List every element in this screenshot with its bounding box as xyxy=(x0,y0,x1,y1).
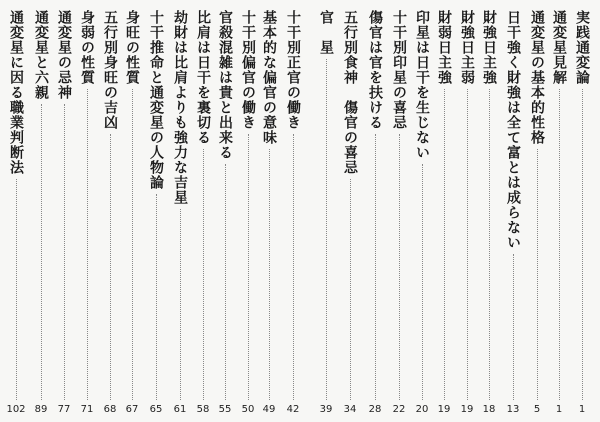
toc-entry-title: 官 星 xyxy=(318,10,334,55)
toc-entry xyxy=(77,10,97,416)
toc-entry-title: 財強日主強 xyxy=(481,10,497,85)
toc-entry xyxy=(479,10,499,416)
toc-entry-title: 十干別偏官の働き xyxy=(240,10,256,130)
leader-dots xyxy=(225,164,226,400)
toc-entry-page: 1 xyxy=(578,404,586,415)
toc-entry-page: 39 xyxy=(319,404,333,415)
leader-dots xyxy=(350,179,351,400)
toc-entry-title: 通変星の基本的性格 xyxy=(529,10,545,145)
toc-entry-page: 34 xyxy=(343,404,357,415)
toc-entry-page: 22 xyxy=(392,404,406,415)
toc-entry xyxy=(170,10,190,416)
toc-entry-page: 71 xyxy=(80,404,94,415)
toc-entry-title: 官殺混雑は貴と出来る xyxy=(217,10,233,160)
leader-dots xyxy=(467,89,468,400)
leader-dots xyxy=(422,164,423,400)
toc-entry xyxy=(193,10,213,416)
toc-entry-page: 13 xyxy=(506,404,520,415)
toc-entry-title: 五行別食神 傷官の喜忌 xyxy=(342,10,358,175)
toc-entry-page: 5 xyxy=(533,404,541,415)
leader-dots xyxy=(513,254,514,400)
leader-dots xyxy=(41,104,42,400)
toc-entry-page: 61 xyxy=(173,404,187,415)
toc-entry xyxy=(527,10,547,416)
toc-entry xyxy=(316,10,336,416)
toc-entry-page: 18 xyxy=(482,404,496,415)
toc-entry xyxy=(340,10,360,416)
leader-dots xyxy=(399,134,400,400)
leader-dots xyxy=(156,194,157,400)
leader-dots xyxy=(16,179,17,400)
toc-entry-title: 財強日主弱 xyxy=(459,10,475,85)
toc-entry xyxy=(434,10,454,416)
toc-entry-title: 通変星の忌神 xyxy=(56,10,72,100)
toc-entry-title: 十干別印星の喜忌 xyxy=(391,10,407,130)
toc-entry-page: 19 xyxy=(460,404,474,415)
toc-entry-page: 65 xyxy=(149,404,163,415)
toc-entry-title: 五行別身旺の吉凶 xyxy=(102,10,118,130)
leader-dots xyxy=(293,134,294,400)
toc-entry-page: 20 xyxy=(415,404,429,415)
toc-entry-page: 68 xyxy=(103,404,117,415)
toc-entry-page: 77 xyxy=(57,404,71,415)
toc-entry-page: 102 xyxy=(6,404,26,415)
toc-entry-page: 28 xyxy=(368,404,382,415)
toc-entry-page: 19 xyxy=(437,404,451,415)
leader-dots xyxy=(87,89,88,400)
toc-entry-title: 実践通変論 xyxy=(574,10,590,85)
toc-entry-title: 十干推命と通変星の人物論 xyxy=(148,10,164,190)
toc-entry-title: 印星は日干を生じない xyxy=(414,10,430,160)
toc-entry-title: 比肩は日干を裏切る xyxy=(195,10,211,145)
toc-entry xyxy=(365,10,385,416)
leader-dots xyxy=(110,134,111,400)
toc-entry-title: 通変星見解 xyxy=(551,10,567,85)
toc-entry-title: 基本的な偏官の意味 xyxy=(261,10,277,145)
toc-entry xyxy=(412,10,432,416)
leader-dots xyxy=(489,89,490,400)
toc-entry xyxy=(457,10,477,416)
leader-dots xyxy=(326,59,327,400)
toc-entry-page: 89 xyxy=(34,404,48,415)
toc-entry xyxy=(6,10,26,416)
toc-entry xyxy=(503,10,523,416)
leader-dots xyxy=(269,149,270,400)
leader-dots xyxy=(64,104,65,400)
toc-entry-page: 55 xyxy=(218,404,232,415)
toc-entry xyxy=(572,10,592,416)
toc-entry-title: 通変星と六親 xyxy=(33,10,49,100)
leader-dots xyxy=(537,149,538,400)
leader-dots xyxy=(248,134,249,400)
toc-entry-page: 1 xyxy=(555,404,563,415)
leader-dots xyxy=(559,89,560,400)
toc-entry xyxy=(31,10,51,416)
toc-entry-title: 十干別正官の働き xyxy=(285,10,301,130)
leader-dots xyxy=(582,89,583,400)
leader-dots xyxy=(180,209,181,400)
toc-entry xyxy=(549,10,569,416)
toc-entry-page: 67 xyxy=(125,404,139,415)
toc-entry-page: 49 xyxy=(262,404,276,415)
toc-entry-title: 劫財は比肩よりも強力な吉星 xyxy=(172,10,188,205)
toc-entry xyxy=(215,10,235,416)
leader-dots xyxy=(444,89,445,400)
toc-entry-page: 50 xyxy=(241,404,255,415)
toc-entry-page: 42 xyxy=(286,404,300,415)
toc-entry xyxy=(238,10,258,416)
toc-entry-title: 傷官は官を扶ける xyxy=(367,10,383,130)
toc-entry xyxy=(259,10,279,416)
toc-entry xyxy=(54,10,74,416)
toc-entry xyxy=(283,10,303,416)
toc-entry xyxy=(146,10,166,416)
leader-dots xyxy=(375,134,376,400)
leader-dots xyxy=(132,89,133,400)
toc-entry-page: 58 xyxy=(196,404,210,415)
toc-entry xyxy=(100,10,120,416)
toc-entry xyxy=(389,10,409,416)
toc-entry-title: 身弱の性質 xyxy=(79,10,95,85)
toc-entry-title: 日干強く財強は全て富とは成らない xyxy=(505,10,521,250)
leader-dots xyxy=(203,149,204,400)
toc-entry-title: 通変星に因る職業判断法 xyxy=(8,10,24,175)
toc-entry-title: 身旺の性質 xyxy=(124,10,140,85)
toc-entry xyxy=(122,10,142,416)
toc-entry-title: 財弱日主強 xyxy=(436,10,452,85)
